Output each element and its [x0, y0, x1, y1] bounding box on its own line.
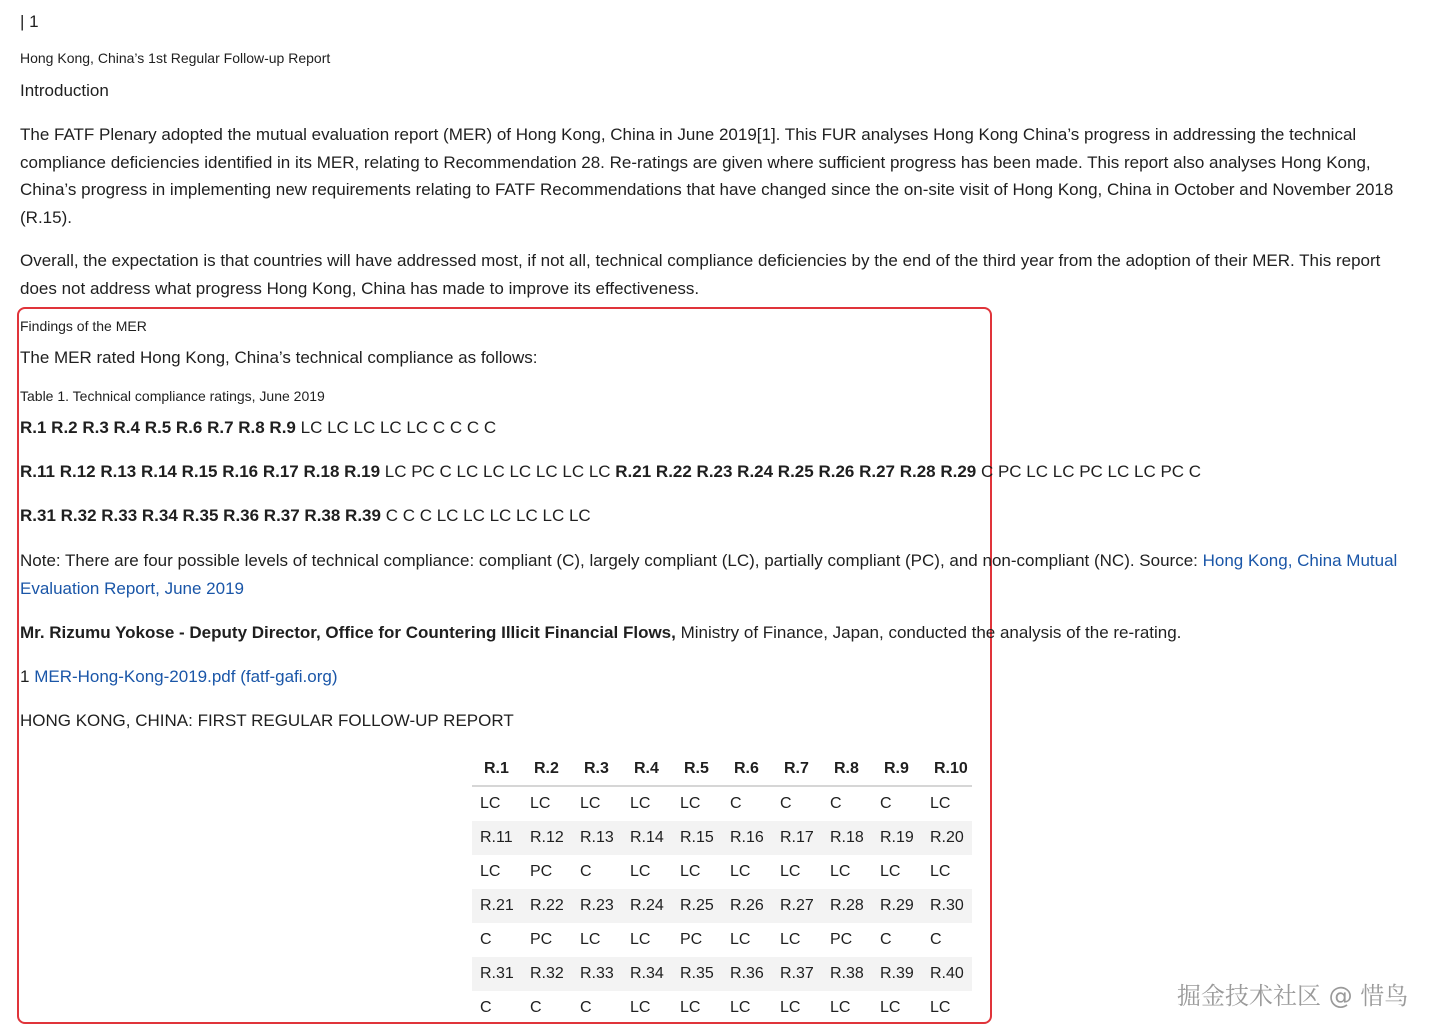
report-title: Hong Kong, China’s 1st Regular Follow-up Report	[20, 50, 331, 66]
table-header-cell: R.10	[922, 752, 972, 786]
table-cell: PC	[680, 931, 703, 948]
table-cell: C	[880, 795, 892, 812]
ratings-line-1-codes: R.1 R.2 R.3 R.4 R.5 R.6 R.7 R.8 R.9	[20, 418, 296, 437]
table-cell: R.15	[672, 821, 722, 855]
table-cell: C	[580, 999, 592, 1016]
table-cell: LC	[680, 795, 701, 812]
table-header-cell: R.7	[772, 752, 822, 786]
table-cell: C	[480, 999, 492, 1016]
table-header-cell: R.4	[622, 752, 672, 786]
table-cell: PC	[830, 931, 853, 948]
table-row	[472, 991, 972, 1025]
ratings-line-2-codes-b: R.21 R.22 R.23 R.24 R.25 R.26 R.27 R.28 R.29	[615, 462, 977, 481]
analyst-role: Ministry of Finance, Japan, conducted the analysis of the re-rating.	[675, 623, 1182, 642]
table-cell: LC	[880, 863, 901, 880]
table-cell: LC	[830, 999, 851, 1016]
findings-heading: Findings of the MER	[20, 318, 147, 334]
ratings-line-2-values-b: C PC LC LC PC LC LC PC C	[976, 462, 1202, 481]
section-title: HONG KONG, CHINA: FIRST REGULAR FOLLOW-UP REPORT	[20, 711, 514, 730]
table-cell: LC	[930, 863, 951, 880]
ratings-line-2-values-a: LC PC C LC LC LC LC LC LC	[380, 462, 616, 481]
table-cell: LC	[680, 863, 701, 880]
table-cell: R.32	[522, 957, 572, 991]
ratings-line-1-values: LC LC LC LC LC C C C C	[295, 418, 497, 437]
table-cell: LC	[730, 931, 751, 948]
table-cell: LC	[780, 863, 801, 880]
ratings-table	[472, 752, 972, 1025]
table-cell: C	[780, 795, 792, 812]
table-cell: R.12	[522, 821, 572, 855]
table-cell: R.31	[472, 957, 522, 991]
table-cell: R.28	[822, 889, 872, 923]
table-cell: LC	[880, 999, 901, 1016]
table-cell: LC	[630, 795, 651, 812]
intro-heading: Introduction	[20, 81, 109, 100]
table-cell: C	[730, 795, 742, 812]
table-cell: C	[480, 931, 492, 948]
table-cell: R.37	[772, 957, 822, 991]
table-cell: R.14	[622, 821, 672, 855]
table-cell: R.34	[622, 957, 672, 991]
table-cell: R.36	[722, 957, 772, 991]
table-cell: R.16	[722, 821, 772, 855]
table-cell: R.22	[522, 889, 572, 923]
table-cell: LC	[580, 795, 601, 812]
table-cell: LC	[830, 863, 851, 880]
table-cell: LC	[780, 999, 801, 1016]
table-cell: C	[580, 863, 592, 880]
table-header-cell: R.2	[522, 752, 572, 786]
ratings-line-2-codes-a: R.11 R.12 R.13 R.14 R.15 R.16 R.17 R.18 R.19	[20, 462, 381, 481]
table-cell: PC	[530, 863, 553, 880]
table-cell: LC	[580, 931, 601, 948]
ratings-line-1	[20, 414, 496, 441]
table-cell: R.39	[872, 957, 922, 991]
table-cell: LC	[480, 863, 501, 880]
table-cell: R.29	[872, 889, 922, 923]
intro-paragraph-2: Overall, the expectation is that countries will have addressed most, if not all, technical compliance deficiencies by the end of the third year from the adoption of their MER. This report does not address what progress Hong Kong, China has made to improve its effectiveness.	[20, 251, 1381, 298]
ratings-line-2	[20, 458, 1201, 485]
table-cell: R.35	[672, 957, 722, 991]
analyst-name: Mr. Rizumu Yokose - Deputy Director, Office for Countering Illicit Financial Flows,	[20, 623, 676, 642]
table-header-cell: R.3	[572, 752, 622, 786]
table-row	[472, 957, 972, 991]
ratings-line-3	[20, 502, 591, 529]
table-cell: R.25	[672, 889, 722, 923]
mer-report-link[interactable]: Hong Kong, China Mutual Evaluation Report, June 2019	[20, 551, 1398, 598]
table-cell: LC	[780, 931, 801, 948]
table-header-cell: R.6	[722, 752, 772, 786]
table-cell: LC	[930, 795, 951, 812]
table-cell: PC	[530, 931, 553, 948]
table-row	[472, 855, 972, 889]
page-marker: | 1	[20, 12, 39, 31]
table-cell: R.38	[822, 957, 872, 991]
table-cell: C	[880, 931, 892, 948]
table-cell: R.18	[822, 821, 872, 855]
table-cell: R.11	[472, 821, 522, 855]
table-row	[472, 889, 972, 923]
table-cell: R.40	[922, 957, 972, 991]
table-cell: LC	[680, 999, 701, 1016]
note-text: Note: There are four possible levels of technical compliance: compliant (C), largely compliant (LC), partially compliant (PC), and non-compliant (NC). Source:	[20, 551, 1203, 570]
table-cell: R.13	[572, 821, 622, 855]
table-cell: LC	[630, 999, 651, 1016]
table-cell: R.27	[772, 889, 822, 923]
mer-pdf-link[interactable]: MER-Hong-Kong-2019.pdf (fatf-gafi.org)	[34, 667, 338, 686]
table-cell: R.30	[922, 889, 972, 923]
table-cell: C	[930, 931, 942, 948]
table-cell: R.17	[772, 821, 822, 855]
table-caption: Table 1. Technical compliance ratings, June 2019	[20, 388, 325, 404]
table-row	[472, 923, 972, 957]
footnote-number: 1	[20, 667, 35, 686]
table-cell: LC	[730, 863, 751, 880]
table-header-cell: R.8	[822, 752, 872, 786]
table-cell: C	[530, 999, 542, 1016]
findings-lead: The MER rated Hong Kong, China’s technical compliance as follows:	[20, 348, 538, 367]
table-cell: LC	[480, 795, 501, 812]
footnote	[20, 663, 338, 690]
table-cell: R.26	[722, 889, 772, 923]
table-cell: R.20	[922, 821, 972, 855]
ratings-table-header	[472, 752, 972, 786]
table-row	[472, 821, 972, 855]
table-cell: LC	[930, 999, 951, 1016]
table-header-cell: R.9	[872, 752, 922, 786]
table-cell: R.33	[572, 957, 622, 991]
ratings-line-3-codes: R.31 R.32 R.33 R.34 R.35 R.36 R.37 R.38 R.39	[20, 506, 381, 525]
ratings-line-3-values: C C C LC LC LC LC LC LC	[380, 506, 591, 525]
table-cell: C	[830, 795, 842, 812]
table-cell: LC	[730, 999, 751, 1016]
watermark: 掘金技术社区 @ 惜鸟	[1177, 982, 1409, 1010]
table-cell: R.19	[872, 821, 922, 855]
analyst-line	[20, 619, 1181, 646]
table-row	[472, 786, 972, 821]
table-header-cell: R.5	[672, 752, 722, 786]
ratings-note	[20, 547, 1415, 602]
table-cell: R.21	[472, 889, 522, 923]
table-cell: R.23	[572, 889, 622, 923]
table-cell: LC	[530, 795, 551, 812]
intro-paragraph-1: The FATF Plenary adopted the mutual evaluation report (MER) of Hong Kong, China in June 2019[1]. This FUR analyses Hong Kong China’s progress in addressing the technical compliance deficiencies identified in its MER, relating to Recommendation 28. Re-ratings are given where sufficient progress has been made. This report also analyses Hong Kong, China’s progress in implementing new requirements relating to FATF Recommendations that have changed since the on-site visit of Hong Kong, China in October and November 2018 (R.15).	[20, 125, 1394, 227]
table-cell: R.24	[622, 889, 672, 923]
table-header-cell: R.1	[472, 752, 522, 786]
table-cell: LC	[630, 931, 651, 948]
table-cell: LC	[630, 863, 651, 880]
